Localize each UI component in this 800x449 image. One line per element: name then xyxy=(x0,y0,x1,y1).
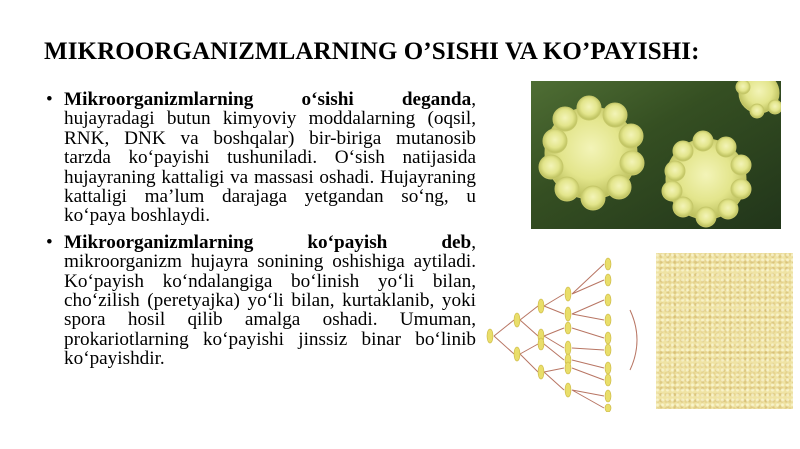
colonies-photo-illustration xyxy=(531,81,781,229)
bullet-growth-term: Mikroorganizmlarning o‘sishi deganda xyxy=(64,89,472,110)
binary-fission-diagram xyxy=(480,250,650,412)
colony-texture-photo xyxy=(656,253,793,409)
colony-corner xyxy=(736,81,781,118)
bullet-reproduction xyxy=(44,233,476,369)
colonies-photo xyxy=(531,81,781,229)
bullet-growth-text: , hujayradagi butun kimyoviy moddalarning (oqsil, RNK, DNK va boshqalar) bir-biriga mutanosib tarzda ko‘payishi tushuniladi. O‘sish natijasida hujayraning kattaligi va massasi oshadi. Hujayraning kattaligi ma’lum darajaga yetgandan so‘ng, u ko‘paya boshlaydi. xyxy=(64,89,476,227)
bullet-list xyxy=(44,90,476,376)
bullet-dot: • xyxy=(46,89,53,110)
colony-left xyxy=(539,96,644,210)
bullet-reproduction-text: , mikroorganizm hujayra sonining oshishiga aytiladi. Ko‘payish ko‘ndalangiga bo‘linish yo‘li bilan, cho‘zilish (peretyajka) yo‘li bilan, kurtaklanib, yoki spora hosil qilib amalga oshadi. Umuman, prokariotlarning ko‘payishi jinssiz binar bo‘linib ko‘payishdir. xyxy=(64,231,476,370)
bullet-dot: • xyxy=(46,231,53,253)
bullet-growth xyxy=(44,90,476,226)
bullet-reproduction-term: Mikroorganizmlarning ko‘payish deb xyxy=(64,231,472,253)
colony-right xyxy=(662,131,751,227)
slide-title: MIKROORGANIZMLARNING O’SISHI VA KO’PAYISHI: xyxy=(44,38,700,65)
